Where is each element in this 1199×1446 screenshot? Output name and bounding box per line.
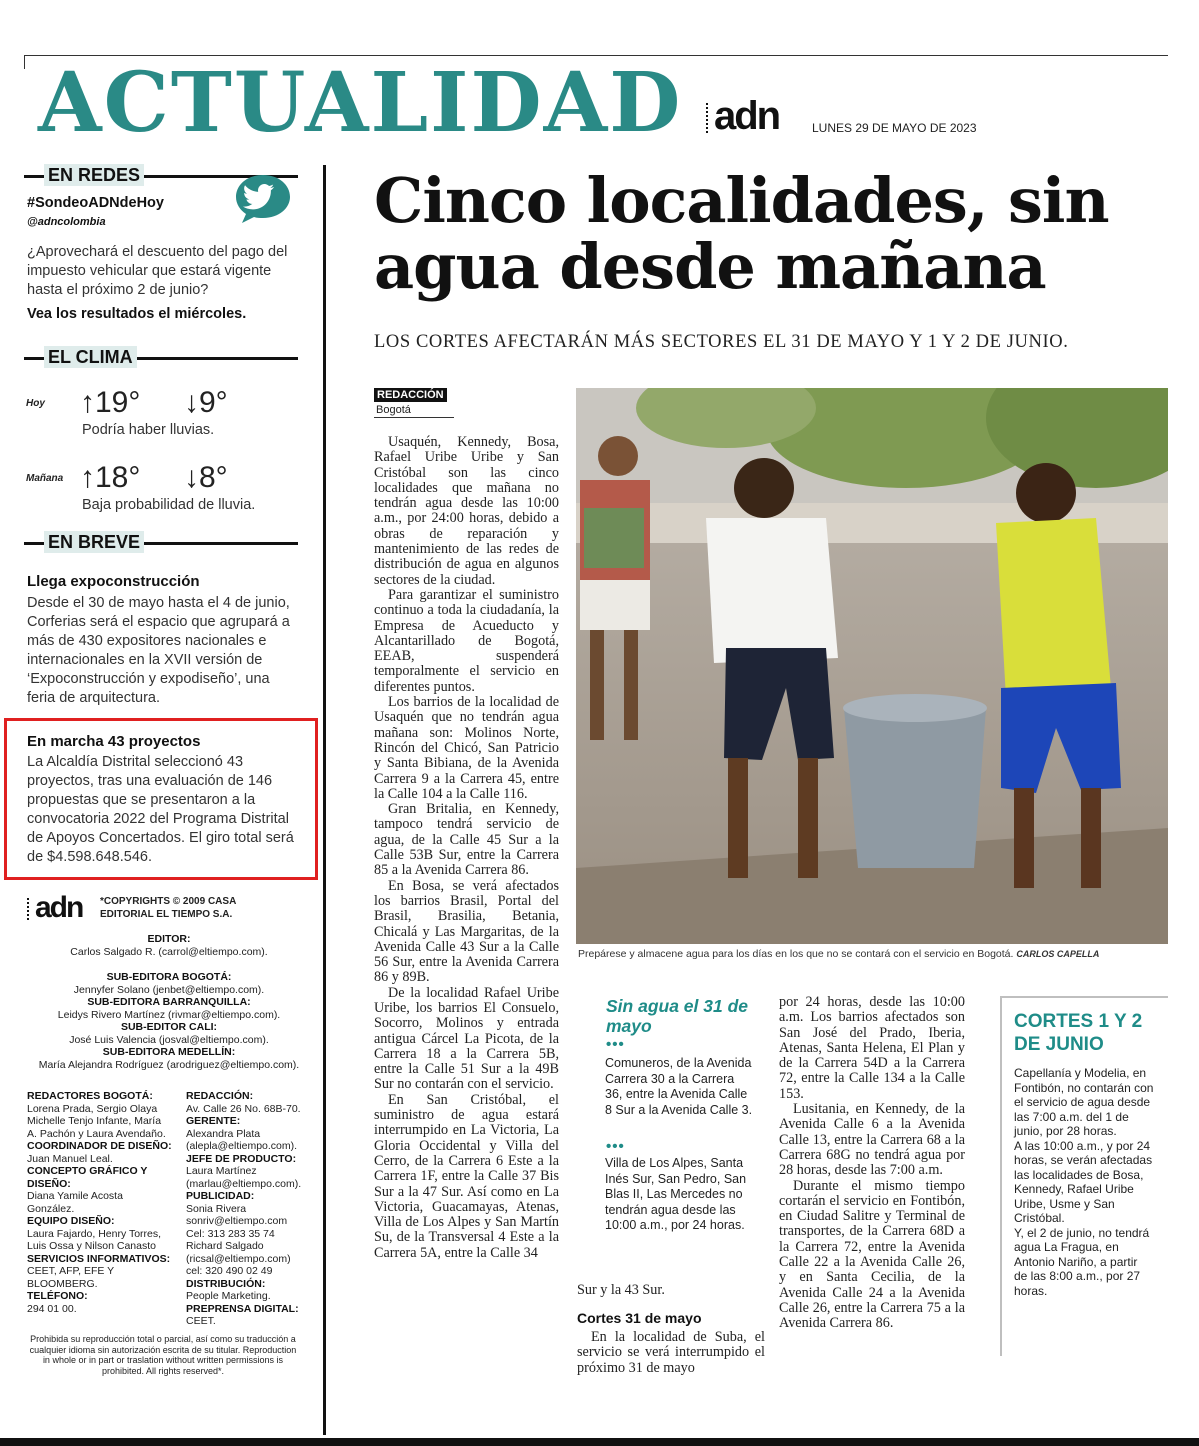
byline-city: Bogotá bbox=[376, 404, 411, 416]
dots-separator: ••• bbox=[606, 1036, 625, 1053]
top-rule-tick bbox=[24, 55, 25, 69]
credits-editor: EDITOR: Carlos Salgado R. (carrol@eltiempo.com). bbox=[70, 933, 268, 958]
weather-note: Baja probabilidad de lluvia. bbox=[82, 497, 256, 513]
byline: REDACCIÓN bbox=[374, 388, 447, 402]
hashtag[interactable]: #SondeoADNdeHoy bbox=[27, 195, 164, 211]
credits-right-col: REDACCIÓN: Av. Calle 26 No. 68B-70. GERENTE: Alexandra Plata (alepla@eltiempo.com). JEFE DE PRODUCTO: Laura Martínez (marlau@eltiempo.com). PUBLICIDAD: Sonia Rivera sonriv@eltiempo.com Cel: 313 283 35 74 Richard Salgado (ricsal@eltiempo.com) cel: 320 490 02 49 DISTRIBUCIÓN: People Marketing. PREPRENSA DIGITAL: CEET. bbox=[186, 1090, 302, 1327]
cortes-31-subtitle: Cortes 31 de mayo bbox=[577, 1310, 702, 1326]
poll-question: ¿Aprovechará el descuento del pago del impuesto vehicular que estará vigente hasta el próximo 2 de junio? bbox=[27, 244, 288, 298]
logo-bars-icon bbox=[706, 103, 711, 133]
credits-left-col: REDACTORES BOGOTÁ: Lorena Prada, Sergio Olaya Michelle Tenjo Infante, María A. Pachón y Laura Avendaño. COORDINADOR DE DISEÑO: Juan Manuel Leal. CONCEPTO GRÁFICO Y DISEÑO: Diana Yamile Acosta González. EQUIPO DISEÑO: Laura Fajardo, Henry Torres, Luis Ossa y Nilson Canasto SERVICIOS INFORMATIVOS: CEET, AFP, EFE Y BLOOMBERG. TELÉFONO: 294 01 00. bbox=[27, 1090, 172, 1315]
legal-notice: Prohibida su reproducción total o parcial, así como su traducción a cualquier idioma sin autorización escrita de su titular. Reproduction in whole or in part or traslation without written permissions is prohibited. All rights reserved*. bbox=[29, 1334, 297, 1376]
adn-logo[interactable]: adn bbox=[706, 96, 779, 136]
en-breve-header: EN BREVE bbox=[24, 531, 298, 553]
weather-min: ↓8° bbox=[184, 461, 228, 494]
photo-caption: Prepárese y almacene agua para los días en los que no se contará con el servicio en Bogotá. CARLOS CAPELLA bbox=[578, 948, 1100, 960]
twitter-bird-icon bbox=[232, 172, 294, 224]
brief-title: En marcha 43 proyectos bbox=[27, 733, 201, 750]
brief-text: La Alcaldía Distrital seleccionó 43 proyectos, tras una evaluación de 146 propuestas que se presentaron a la convocatoria 2022 del Programa Distrital de Apoyos Concertados. El giro total será de $4.598.648.546. bbox=[27, 754, 294, 865]
brief-title: Llega expoconstrucción bbox=[27, 573, 200, 590]
brief-text: Desde el 30 de mayo hasta el 4 de junio, Corferias será el espacio que agrupará a más de 430 expositores nacionales e internacionales en la XVII versión de ‘Expoconstrucción y expodiseño’, una feria de arquitectura. bbox=[27, 595, 290, 706]
credits-subeditors: SUB-EDITORA BOGOTÁ: Jennyfer Solano (jenbet@eltiempo.com). SUB-EDITORA BARRANQUILLA: Leidys Rivero Martínez (rivmar@eltiempo.com). SUB-EDITOR CALI: José Luis Valencia (josval@eltiempo.com). SUB-EDITORA MEDELLÍN: María Alejandra Rodríguez (arodriguez@eltiempo.com). bbox=[38, 971, 300, 1071]
article-column-2-cont: Sur y la 43 Sur. bbox=[577, 1282, 665, 1298]
adn-logo-small: adn bbox=[27, 893, 82, 923]
weather-max: ↑18° bbox=[80, 461, 141, 494]
cortes-box-title: CORTES 1 Y 2 DE JUNIO bbox=[1014, 1011, 1143, 1055]
el-clima-header: EL CLIMA bbox=[24, 346, 298, 368]
section-title: ACTUALIDAD bbox=[38, 55, 683, 151]
logo-bars-icon bbox=[27, 898, 32, 920]
sidebar-divider bbox=[323, 165, 326, 1435]
issue-date: LUNES 29 DE MAYO DE 2023 bbox=[812, 121, 977, 135]
dots-separator: ••• bbox=[606, 1138, 625, 1155]
box-31-item: Villa de Los Alpes, Santa Inés Sur, San Pedro, San Blas II, Las Mercedes no tendrán agua desde las 10:00 a.m., por 24 horas. bbox=[605, 1156, 747, 1232]
weather-day: Mañana bbox=[26, 473, 64, 484]
weather-note: Podría haber lluvias. bbox=[82, 422, 215, 438]
byline-rule bbox=[374, 417, 454, 418]
box-31-item: Comuneros, de la Avenida Carrera 30 a la Carrera 36, entre la Avenida Calle 8 Sur a la Avenida Calle 3. bbox=[605, 1056, 753, 1117]
bottom-bar bbox=[0, 1438, 1199, 1446]
weather-min: ↓9° bbox=[184, 386, 228, 419]
article-column-3: por 24 horas, desde las 10:00 a.m. Los barrios afectados son San José del Prado, Iberia, Atenas, Santa Helena, El Plan y de la Carrera 54D a la Carrera 72, entre la Calle 134 a la Calle 153. Lusitania, en Kennedy, de la Avenida Calle 6 a la Avenida Calle 13, entre la Carrera 68 a la Carrera 68G no tendrá agua por 28 horas, desde las 7:00 a.m. Durante el mismo tiempo cortarán el servicio en Fontibón, en Ciudad Salitre y Terminal de transportes, de la Carrera 68D a la Carrera 72, entre la Avenida Calle 22 a la Avenida Calle 26, y en Santa Cecilia, de la Avenida Calle 24 a la Avenida Calle 26, entre la Carrera 75 a la Avenida Carrera 86. bbox=[779, 994, 965, 1332]
article-column-1: Usaquén, Kennedy, Bosa, Rafael Uribe Uribe y San Cristóbal son las cinco localidades que mañana no tendrán agua desde las 10:00 a.m., por 24:00 horas, debido a obras de reparación y mantenimiento de las redes de distribución de agua en algunos sectores de la ciudad. Para garantizar el suministro continuo a toda la ciudadanía, la Empresa de Acueducto y Alcantarillado de Bogotá, EEAB, suspenderá temporalmente el servicio en diferentes puntos. Los barrios de la localidad de Usaquén que no tendrán agua mañana son: Molinos Norte, Rincón del Chicó, San Patricio y Santa Bibiana, de la Avenida Carrera 9 a la Carrera 45, entre la Calle 104 a la Calle 116. Gran Britalia, en Kennedy, tampoco tendrá servicio de agua, de la Calle 45 Sur a la Calle 53B Sur, entre la Carrera 85 a la Avenida Carrera 86. En Bosa, se verá afectados los barrios Brasil, Portal del Brasil, Brasilia, Betania, Chicalá y Las Margaritas, de la Avenida Calle 43 Sur a la Calle 56 Sur, entre la Avenida Carrera 86 y 89B. De la localidad Rafael Uribe Uribe, los barrios El Consuelo, Socorro, Molinos y entrada antigua Cárcel La Picota, de la Carrera 18 a la Carrera 5B, entre la Calle 51 Sur a la 49B Sur no contarán con el servicio. En San Cristóbal, el suministro de agua estará interrumpido en La Victoria, La Gloria Occidental y Villa del Cerro, de la Carrera 6 Este a la Carrera 1F, entre la Calle 37 Bis Sur a la 47 Sur. Así como en La Victoria, Guacamayas, Atenas, Villa de Los Alpes y San Martín Su, de la Transversal 4 Este a la Carrera 5A, entre la Calle 34 bbox=[374, 434, 559, 1261]
en-redes-header: EN REDES bbox=[24, 164, 298, 186]
weather-day: Hoy bbox=[26, 398, 45, 409]
article-column-2: En la localidad de Suba, el servicio se verá interrumpido el próximo 31 de mayo bbox=[577, 1329, 765, 1376]
copyright: *COPYRIGHTS © 2009 CASA EDITORIAL EL TIEMPO S.A. bbox=[100, 896, 236, 920]
weather-max: ↑19° bbox=[80, 386, 141, 419]
article-headline: Cinco localidades, sin agua desde mañana bbox=[374, 164, 1109, 303]
cortes-box-text: Capellanía y Modelia, en Fontibón, no contarán con el servicio de agua desde las 7:00 a.m. del 1 de junio, por 28 horas. A las 10:00 a.m., y por 24 horas, se verán afectadas las localidades de Bosa, Kennedy, Rafael Uribe Uribe, Usme y San Cristóbal. Y, el 2 de junio, no tendrá agua La Fragua, en Antonio Nariño, a partir de las 8:00 a.m., por 27 horas. bbox=[1014, 1066, 1154, 1298]
poll-results: Vea los resultados el miércoles. bbox=[27, 306, 247, 322]
article-photo bbox=[576, 388, 1168, 944]
box-31-title: Sin agua el 31 de mayo bbox=[606, 996, 748, 1036]
article-subhead: LOS CORTES AFECTARÁN MÁS SECTORES EL 31 DE MAYO Y 1 Y 2 DE JUNIO. bbox=[374, 332, 1069, 352]
twitter-handle[interactable]: @adncolombia bbox=[27, 216, 106, 228]
